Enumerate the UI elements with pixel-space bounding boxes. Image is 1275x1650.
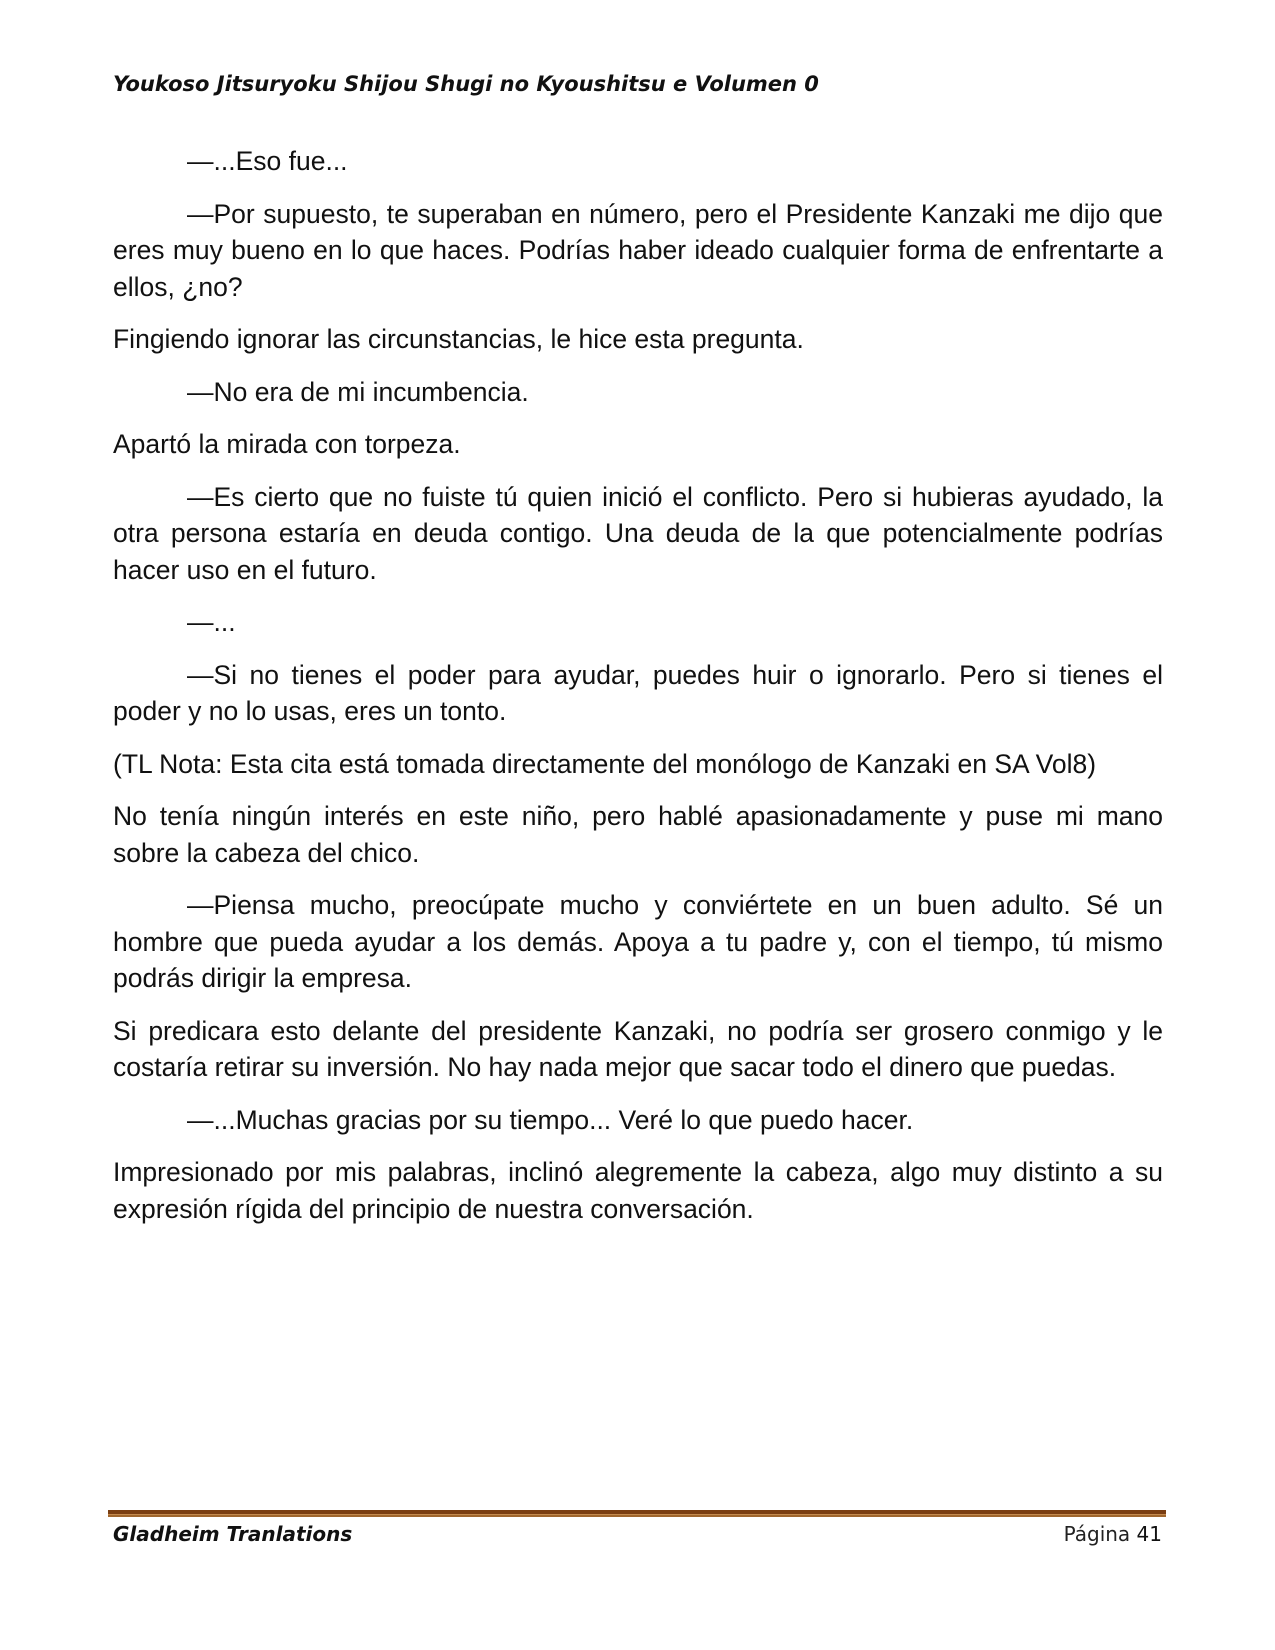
translator-credit: Gladheim Tranlations [113,1522,353,1546]
page-number-value: 41 [1136,1522,1162,1546]
page-body [113,143,1163,1243]
page-number [1064,1522,1162,1546]
paragraph-narration: Si predicara esto delante del presidente Kanzaki, no podría ser grosero conmigo y le costaría retirar su inversión. No hay nada mejor que sacar todo el dinero que puedas. [113,1015,1163,1082]
paragraph-dialogue: —Piensa mucho, preocúpate mucho y conviértete en un buen adulto. Sé un hombre que pueda ayudar a los demás. Apoya a tu padre y, con el tiempo, tú mismo podrás dirigir la empresa. [113,890,1163,993]
translator-note: (TL Nota: Esta cita está tomada directamente del monólogo de Kanzaki en SA Vol8) [113,748,1097,779]
paragraph-dialogue: —No era de mi incumbencia. [187,376,529,407]
footer-divider [108,1510,1166,1517]
page-label: Página [1063,1522,1131,1546]
paragraph-narration: Apartó la mirada con torpeza. [113,429,461,459]
paragraph-narration: No tenía ningún interés en este niño, pero hablé apasionadamente y puse mi mano sobre la cabeza del chico. [113,801,1163,868]
paragraph-narration: Impresionado por mis palabras, inclinó alegremente la cabeza, algo muy distinto a su expresión rígida del principio de nuestra conversación. [113,1157,1163,1224]
paragraph-dialogue: —Por supuesto, te superaban en número, pero el Presidente Kanzaki me dijo que eres muy bueno en lo que haces. Podrías haber ideado cualquier forma de enfrentarte a ellos, ¿no? [113,198,1163,302]
paragraph-dialogue: —Es cierto que no fuiste tú quien inició el conflicto. Pero si hubieras ayudado, la otra persona estaría en deuda contigo. Una deuda de la que potencialmente podrías hacer uso en el futuro. [113,481,1163,585]
paragraph-dialogue: —... [187,607,236,637]
paragraph-dialogue: —Si no tienes el poder para ayudar, puedes huir o ignorarlo. Pero si tienes el poder y no lo usas, eres un tonto. [113,659,1163,726]
running-header: Youkoso Jitsuryoku Shijou Shugi no Kyoushitsu e Volumen 0 [113,72,819,96]
paragraph-dialogue: —...Eso fue... [187,146,348,176]
paragraph-narration: Fingiendo ignorar las circunstancias, le hice esta pregunta. [113,324,804,354]
paragraph-dialogue: —...Muchas gracias por su tiempo... Veré lo que puedo hacer. [187,1104,914,1135]
